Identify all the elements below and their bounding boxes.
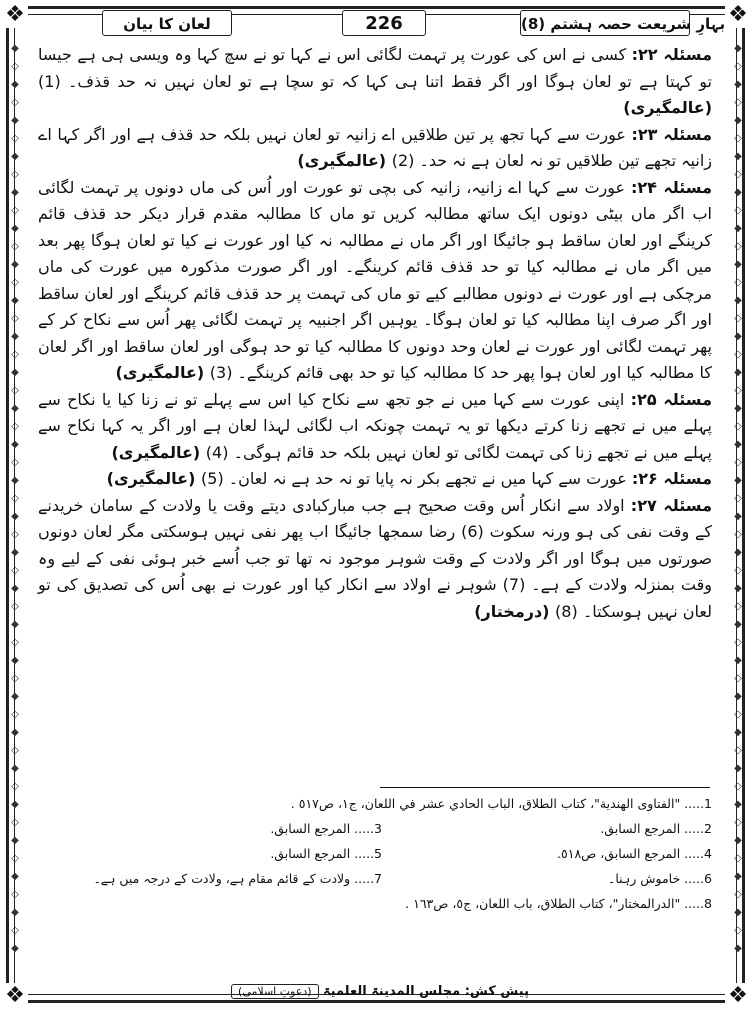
footnote-row xyxy=(40,796,712,821)
footnote-row xyxy=(40,896,712,921)
masala-text: اپنی عورت سے کہا میں نے جو تجھ سے نکاح کیا اس سے پہلے تو نے زنا کیا یا نکاح سے پہلے میں نے تجھے زنا کرتے دیکھا تو یہ تہمت چونکہ اب لگائی لہذا لعان ہے اور اگر یہ کہا نکاح سے پہلے میں نے تجھے زنا کی تہمت لگائی تو لعان نہیں بلکہ حد قائم ہوگی۔ (4) xyxy=(38,389,712,462)
footnote-divider xyxy=(380,787,710,788)
masala-label: مسئلہ ۲۵: xyxy=(630,389,712,409)
masala-paragraph xyxy=(38,42,712,122)
masala-text: کسی نے اس کی عورت پر تہمت لگائی اس نے کہا تو نے سچ کہا وہ ویسی ہی ہے جیسا تو کہتا ہے تو لعان ہوگا اور اگر فقط اتنا ہی کہا کہ تو سچا ہے تو لعان نہیں نہ حد قذف۔ (1) xyxy=(38,45,712,91)
footnotes xyxy=(40,796,712,921)
chapter-title: لعان کا بیان xyxy=(102,10,232,36)
publisher-tag: (دعوتِ اسلامی) xyxy=(231,984,318,999)
footnote: 6..... خاموش رہنا۔ xyxy=(608,871,712,886)
border-ornament-icon: ◆ ◇ ◆ ◇ ◆ ◇ ◆ ◇ ◆ ◇ ◆ ◇ ◆ ◇ ◆ ◇ ◆ ◇ ◆ ◇ ◆ ◇ ◆ ◇ ◆ ◇ ◆ ◇ ◆ ◇ ◆ ◇ ◆ ◇ ◆ ◇ ◆ ◇ ◆ ◇ ◆ ◇ ◆ ◇ ◆ ◇ ◆ ◇ ◆ ◇ ◆ xyxy=(734,43,742,954)
masala-paragraph xyxy=(38,122,712,175)
page-number: 226 xyxy=(342,10,426,36)
footnote: 1..... "الفتاوى الهندية"، كتاب الطلاق، الباب الحادي عشر في اللعان، ج١، ص٥١٧ . xyxy=(290,796,712,811)
main-text xyxy=(38,42,712,625)
publisher-name: مجلس المدینۃ العلمیۃ xyxy=(323,984,461,999)
page-header xyxy=(22,8,731,38)
masala-label: مسئلہ ۲۳: xyxy=(631,124,712,144)
corner-ornament-icon: ❖ xyxy=(2,983,28,1009)
masala-text: عورت سے کہا میں نے تجھے بکر نہ پایا تو نہ حد ہے نہ لعان۔ (5) xyxy=(201,469,632,488)
masala-paragraph xyxy=(38,466,712,493)
masala-text: عورت سے کہا تجھ پر تین طلاقیں اے زانیہ تو لعان نہیں بلکہ حد قذف ہے اور اگر کہا اے زانیہ تجھے تین طلاقیں تو نہ لعان ہے نہ حد۔ (2) xyxy=(38,124,712,170)
masala-reference: (عالمگیری) xyxy=(115,363,210,382)
footnote-row xyxy=(40,871,712,896)
masala-paragraph xyxy=(38,493,712,626)
masala-text: عورت سے کہا اے زانیہ، زانیہ کی بچی تو عورت اور اُس کی ماں دونوں پر تہمت لگائی اب اگر ماں بیٹی دونوں ایک ساتھ مطالبہ کریں تو ماں کا مطالبہ مقدم قرار دیکر حد قذف قائم کرینگے اور لعان ساقط ہو جائیگا اور اگر ماں نے مطالبہ نہ کیا اور عورت نے کیا تو لعان ہوگا پھر بعد میں اگر ماں نے مطالبہ کیا تو حد قذف قائم کرینگے۔ اور اگر صورت مذکورہ میں عورت کی ماں مرچکی ہے اور عورت نے دونوں مطالبے کیے تو ماں کی تہمت پر حد قذف قائم کرینگے اور لعان ساقط اور اگر صرف اپنا مطالبہ کیا تو لعان ہوگا۔ یوہیں اگر اجنبیہ پر تہمت لگائی پھر اُس سے نکاح کر کے پھر تہمت لگائی اور عورت نے لعان وحد دونوں کا مطالبہ کیا تو حد ہوگی اور لعان ساقط اور اگر لعان کا مطالبہ کیا اور لعان ہوا پھر حد کا مطالبہ کیا تو حد بھی قائم کرینگے۔ (3) xyxy=(38,177,712,382)
masala-text: اولاد سے انکار اُس وقت صحیح ہے جب مبارکبادی دیتے وقت یا ولادت کے سامان خریدنے کے وقت نفی کی ہو ورنہ سکوت (6) رضا سمجھا جائیگا اب پھر نفی نہیں ہوسکتی مگر لعان دونوں صورتوں میں ہوگا اور اگر ولادت کے وقت شوہر موجود نہ تھا تو جب اُسے خبر ہوئی نفی کے لیے وہ وقت بمنزلہ ولادت کے ہے۔ (7) شوہر نے اولاد سے انکار کیا اور عورت نے بھی اُس کی تصدیق کی تو لعان نہیں ہوسکتا۔ (8) xyxy=(38,495,712,621)
page-footer xyxy=(200,984,560,999)
masala-label: مسئلہ ۲۴: xyxy=(631,177,712,197)
masala-reference: (عالمگیری) xyxy=(623,98,712,117)
footer-prefix: پیش کش: xyxy=(464,984,529,999)
masala-label: مسئلہ ۲۲: xyxy=(631,45,712,64)
masala-reference: (عالمگیری) xyxy=(111,442,206,462)
masala-reference: (درمختار) xyxy=(474,601,556,621)
footnote-row xyxy=(40,846,712,871)
footnote: 4..... المرجع السابق، ص٥١٨. xyxy=(557,846,712,861)
footnote: 2..... المرجع السابق. xyxy=(600,821,712,836)
masala-paragraph xyxy=(38,387,712,467)
corner-ornament-icon: ❖ xyxy=(725,983,751,1009)
border-ornament-icon: ◆ ◇ ◆ ◇ ◆ ◇ ◆ ◇ ◆ ◇ ◆ ◇ ◆ ◇ ◆ ◇ ◆ ◇ ◆ ◇ ◆ ◇ ◆ ◇ ◆ ◇ ◆ ◇ ◆ ◇ ◆ ◇ ◆ ◇ ◆ ◇ ◆ ◇ ◆ ◇ ◆ ◇ ◆ ◇ ◆ ◇ ◆ ◇ ◆ ◇ ◆ xyxy=(11,43,19,954)
masala-label: مسئلہ ۲۶: xyxy=(631,469,712,488)
corner-ornament-icon: ❖ xyxy=(2,2,28,28)
corner-ornament-icon: ❖ xyxy=(725,2,751,28)
footnote: 8..... "الدرالمختار"، كتاب الطلاق، باب اللعان، ج٥، ص١٦٣ . xyxy=(405,896,712,911)
footnote-row xyxy=(40,821,712,846)
masala-reference: (عالمگیری) xyxy=(106,469,201,488)
masala-reference: (عالمگیری) xyxy=(297,151,392,170)
footnote: 3..... المرجع السابق. xyxy=(270,821,382,836)
footnote: 7..... ولادت کے قائم مقام ہے، ولادت کے درجہ میں ہے۔ xyxy=(93,871,382,886)
masala-label: مسئلہ ۲۷: xyxy=(630,495,712,515)
book-title: بہارِ شریعت حصہ ہشتم (8) xyxy=(520,10,690,36)
footnote: 5..... المرجع السابق. xyxy=(270,846,382,861)
masala-paragraph xyxy=(38,175,712,387)
